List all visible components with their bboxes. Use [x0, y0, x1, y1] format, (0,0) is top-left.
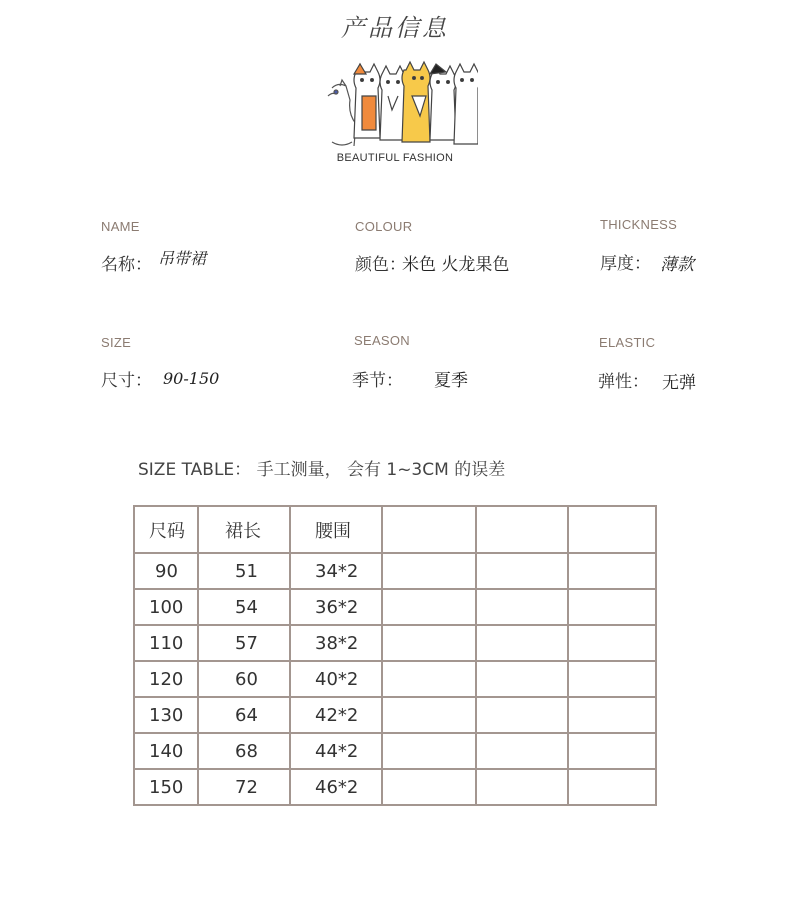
empty-cell	[476, 661, 568, 697]
size-table	[133, 505, 657, 806]
thickness-label-en: THICKNESS	[600, 217, 678, 232]
empty-cell	[568, 553, 656, 589]
elastic-key: 弹性：	[598, 372, 649, 392]
empty-cell	[476, 697, 568, 733]
length-cell: 57	[198, 625, 290, 661]
table-row	[134, 553, 656, 589]
size-cell: 120	[134, 661, 198, 697]
length-cell: 54	[198, 589, 290, 625]
thickness-key: 厚度：	[600, 254, 651, 274]
name-value: 吊带裙	[158, 249, 207, 268]
waist-cell: 44*2	[290, 733, 382, 769]
empty-cell	[568, 625, 656, 661]
empty-cell	[382, 733, 476, 769]
empty-cell	[382, 589, 476, 625]
table-row	[134, 661, 656, 697]
header-cell-waist: 腰围	[290, 506, 382, 553]
elastic-label-en: ELASTIC	[599, 335, 656, 350]
header-cell-empty	[382, 506, 476, 553]
waist-cell: 38*2	[290, 625, 382, 661]
length-cell: 60	[198, 661, 290, 697]
season-key: 季节：	[352, 371, 403, 391]
size-cell: 140	[134, 733, 198, 769]
length-cell: 64	[198, 697, 290, 733]
empty-cell	[382, 553, 476, 589]
season-label-en: SEASON	[354, 333, 410, 348]
name-label-en: NAME	[101, 219, 140, 234]
header-cell-size: 尺码	[134, 506, 198, 553]
empty-cell	[382, 661, 476, 697]
empty-cell	[568, 769, 656, 805]
empty-cell	[476, 625, 568, 661]
empty-cell	[382, 769, 476, 805]
empty-cell	[476, 733, 568, 769]
table-row	[134, 769, 656, 805]
waist-cell: 34*2	[290, 553, 382, 589]
size-cell: 110	[134, 625, 198, 661]
empty-cell	[382, 697, 476, 733]
length-cell: 51	[198, 553, 290, 589]
empty-cell	[382, 625, 476, 661]
size-cell: 90	[134, 553, 198, 589]
waist-cell: 46*2	[290, 769, 382, 805]
size-cell: 100	[134, 589, 198, 625]
waist-cell: 36*2	[290, 589, 382, 625]
table-row	[134, 697, 656, 733]
colour-value: 米色 火龙果色	[402, 255, 510, 275]
empty-cell	[568, 661, 656, 697]
header-cell-length: 裙长	[198, 506, 290, 553]
table-row	[134, 625, 656, 661]
colour-label-en: COLOUR	[355, 219, 413, 234]
length-cell: 68	[198, 733, 290, 769]
empty-cell	[568, 589, 656, 625]
empty-cell	[476, 589, 568, 625]
header-cell-empty	[476, 506, 568, 553]
name-key: 名称：	[101, 255, 152, 275]
thickness-value: 薄款	[660, 255, 694, 275]
length-cell: 72	[198, 769, 290, 805]
size-value: 90-150	[163, 369, 220, 388]
waist-cell: 42*2	[290, 697, 382, 733]
empty-cell	[476, 553, 568, 589]
page-title: 产品信息	[341, 14, 449, 42]
brand-caption: BEAUTIFUL FASHION	[336, 152, 454, 164]
empty-cell	[568, 733, 656, 769]
size-cell: 130	[134, 697, 198, 733]
elastic-value: 无弹	[662, 373, 696, 393]
size-cell: 150	[134, 769, 198, 805]
table-header-row	[134, 506, 656, 553]
table-row	[134, 733, 656, 769]
size-table-title: SIZE TABLE： 手工测量， 会有 1~3CM 的误差	[138, 460, 506, 480]
empty-cell	[476, 769, 568, 805]
header-cell-empty	[568, 506, 656, 553]
empty-cell	[568, 697, 656, 733]
table-row	[134, 589, 656, 625]
season-value: 夏季	[434, 371, 468, 391]
size-label-en: SIZE	[101, 335, 132, 350]
size-key: 尺寸：	[101, 371, 152, 391]
waist-cell: 40*2	[290, 661, 382, 697]
colour-key: 颜色：	[355, 255, 406, 275]
